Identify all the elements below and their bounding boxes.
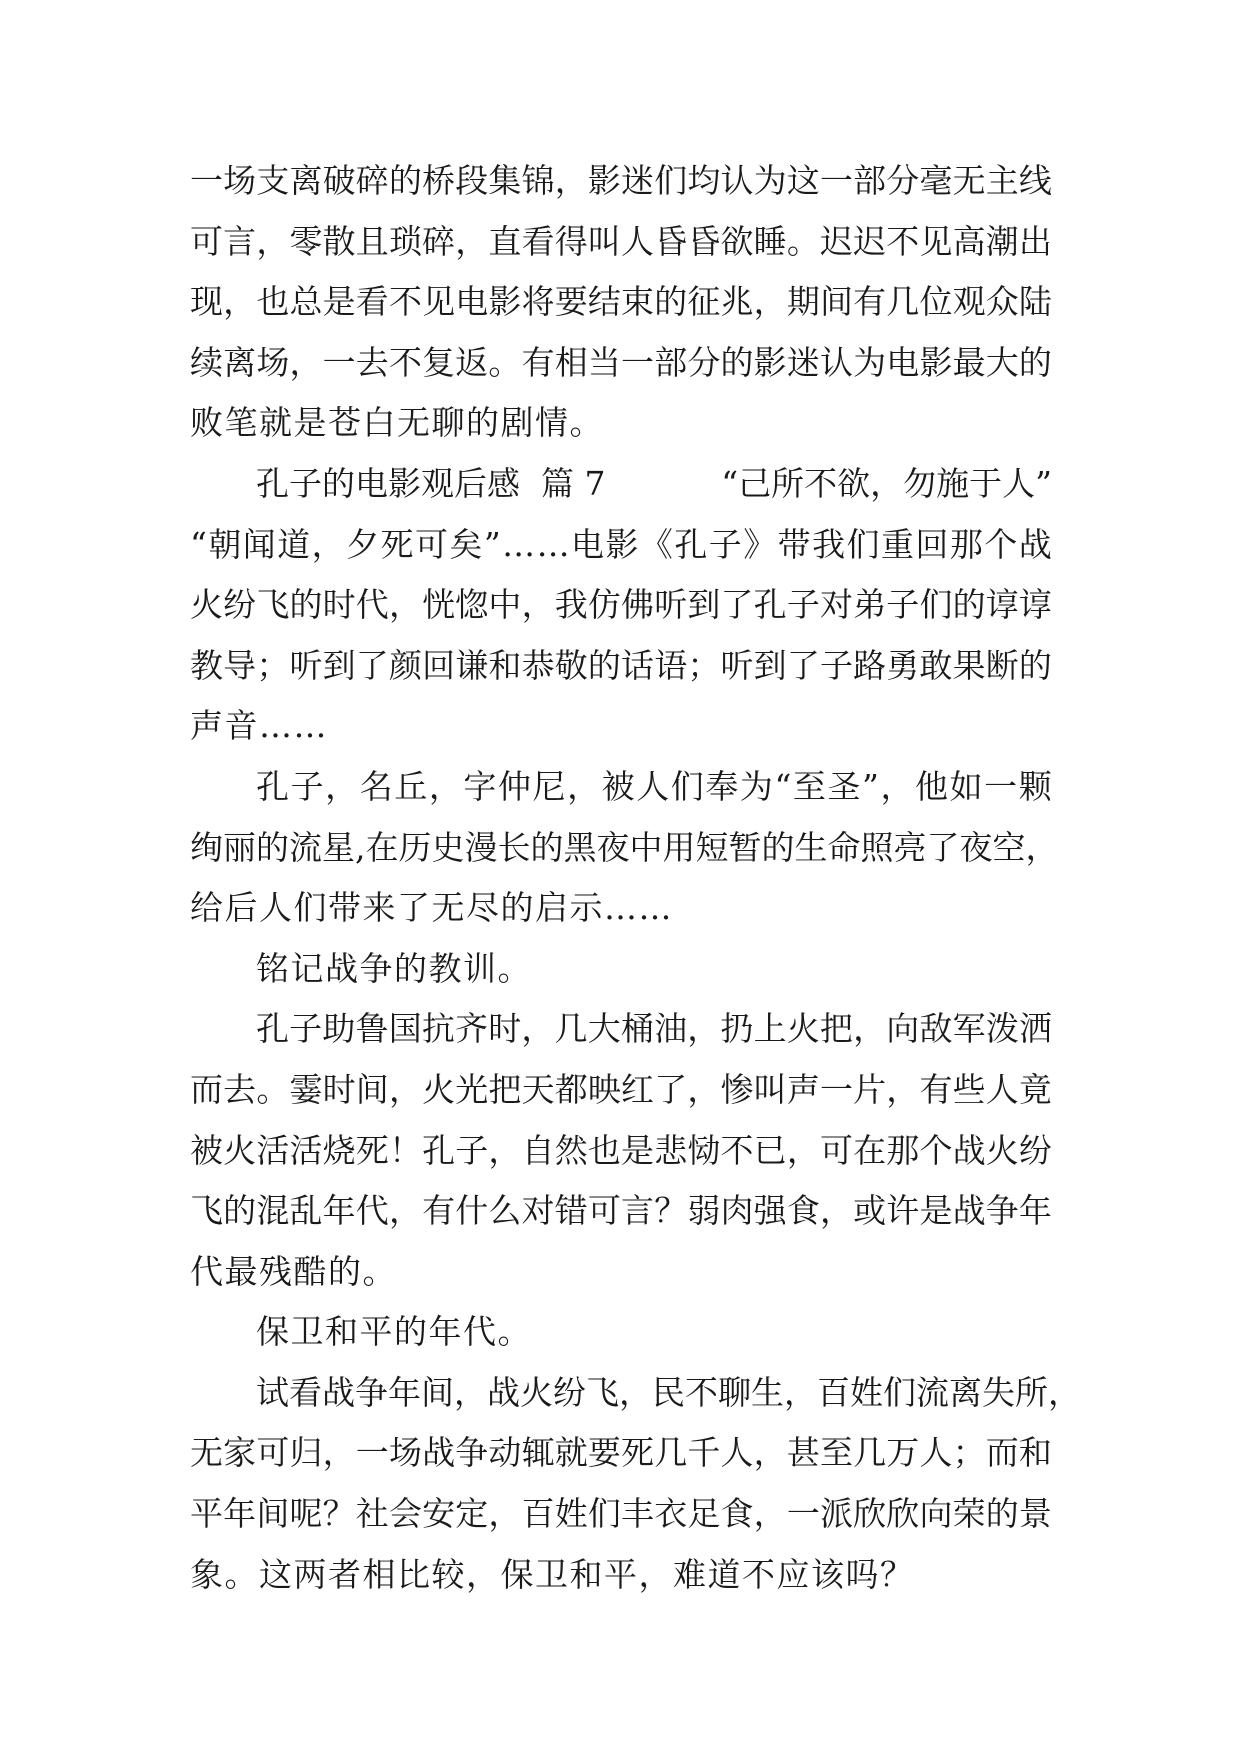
text-line: 给后人们带来了无尽的启示…… [190,888,673,928]
paragraph-6 [190,1313,1052,1351]
paragraph-1 [190,162,1052,442]
text-line: 绚 丽 的 流 星 , 在 历 史 漫 长 的 黑 夜 中 用 短 暂 的 生 命 照 亮 了 夜 空 ， [190,827,1059,867]
text-line: 火 纷 飞 的 时 代 ， 恍 惚 中 ， 我 仿 佛 听 到 了 孔 子 对 弟 子 们 的 谆 谆 [190,585,1052,625]
text-line: 孔 子 助 鲁 国 抗 齐 时 ， 几 大 桶 油 ， 扔 上 火 把 ， 向 敌 军 泼 洒 [256,1009,1052,1049]
text-line: 教 导 ； 听 到 了 颜 回 谦 和 恭 敬 的 话 语 ； 听 到 了 子 路 勇 敢 果 断 的 [190,645,1052,685]
text-line: 一 场 支 离 破 碎 的 桥 段 集 锦 ， 影 迷 们 均 认 为 这 一 部 分 毫 无 主 线 [190,161,1052,200]
paragraph-7 [190,1372,1081,1594]
text-line: 可 言 ， 零 散 且 琐 碎 ， 直 看 得 叫 人 昏 昏 欲 睡 。 迟 迟 不 见 高 潮 出 [190,221,1052,261]
text-line: 代最残酷的。 [190,1251,397,1291]
paragraph-5 [190,1010,1052,1290]
text-line: “ 朝 闻 道 ， 夕 死 可 矣 ” … … 电 影 《 孔 子 》 带 我 们 重 回 那 个 战 [190,524,1052,564]
text-line: 被 火 活 活 烧 死 ！ 孔 子 ， 自 然 也 是 悲 恸 不 已 ， 可 在 那 个 战 火 纷 [190,1130,1052,1170]
text-line: 铭记战争的教训。 [256,948,532,988]
text-line: 平 年 间 呢 ？ 社 会 安 定 ， 百 姓 们 丰 衣 足 食 ， 一 派 欣 欣 向 荣 的 景 [190,1494,1052,1534]
text-line: 败笔就是苍白无聊的剧情。 [190,403,604,443]
text-line: 而 去 。 霎 时 间 ， 火 光 把 天 都 映 红 了 ， 惨 叫 声 一 片 ， 有 些 人 竟 [190,1069,1052,1109]
section-heading: 孔子的电影观后感 篇 7 [256,463,606,503]
document-page [190,161,1081,1616]
text-line: 象。这两者相比较，保卫和平，难道不应该吗？ [190,1554,915,1594]
paragraph-4 [190,950,1052,988]
text-line: 声音…… [190,706,328,746]
text-line: 飞 的 混 乱 年 代 ， 有 什 么 对 错 可 言 ？ 弱 肉 强 食 ， 或 许 是 战 争 年 [190,1191,1052,1231]
text-line: 保卫和平的年代。 [256,1312,532,1352]
text-line: 孔 子 ， 名 丘 ， 字 仲 尼 ， 被 人 们 奉 为 “ 至 圣 ” ， 他 如 一 颗 [256,766,1052,806]
text-line: 无 家 可 归 ， 一 场 战 争 动 辄 就 要 死 几 千 人 ， 甚 至 几 万 人 ； 而 和 [190,1433,1052,1473]
text-line: 续 离 场 ， 一 去 不 复 返 。 有 相 当 一 部 分 的 影 迷 认 为 电 影 最 大 的 [190,342,1052,382]
quote-text: “己所不欲，勿施于人” [721,463,1052,503]
section-heading-line [190,465,1052,503]
text-line: 现 ， 也 总 是 看 不 见 电 影 将 要 结 束 的 征 兆 ， 期 间 有 几 位 观 众 陆 [190,282,1052,322]
paragraph-3 [190,766,1059,928]
text-line: 试 看 战 争 年 间 ， 战 火 纷 飞 ， 民 不 聊 生 ， 百 姓 们 流 离 失 所 ， [256,1372,1081,1412]
paragraph-2 [190,465,1052,745]
